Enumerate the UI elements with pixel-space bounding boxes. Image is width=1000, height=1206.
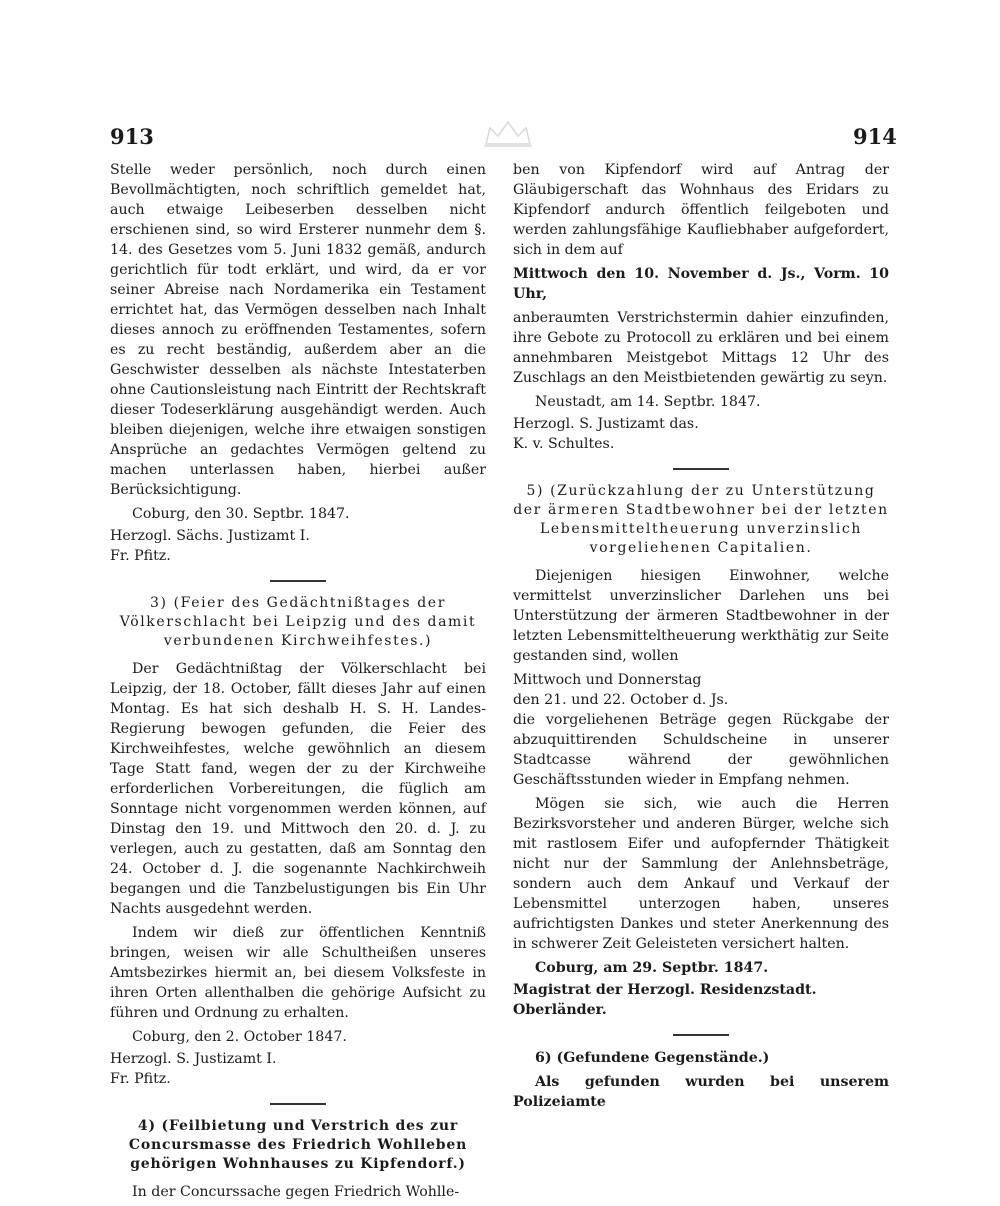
section-3-place-date: Coburg, den 2. October 1847.	[132, 1029, 347, 1045]
section-3-heading: 3) (Feier des Gedächtnißtages der Völkerschlacht bei Leipzig und des damit verbundenen Kirchweihfestes.)	[119, 595, 477, 649]
section-5-paragraph-2: die vorgeliehenen Beträge gegen Rückgabe der abzuquittirenden Schuldscheine in unserer Stadtcasse während der gewöhnlichen Geschäftsstunden wieder in Empfang nehmen.	[513, 712, 889, 788]
section-5-place-date: Coburg, am 29. Septbr. 1847.	[535, 960, 769, 976]
section-5-heading: 5) (Zurückzahlung der zu Unterstützung der ärmeren Stadtbewohner bei der letzten Lebensmitteltheuerung unverzinslich vorgeliehenen Capitalien.	[513, 483, 889, 556]
section-4-continuation: ben von Kipfendorf wird auf Antrag der Gläubigerschaft das Wohnhaus des Eridars zu Kipfendorf andurch öffentlich feilgeboten und werden zahlungsfähige Kaufliebhaber aufgefordert, sich in dem auf	[513, 162, 889, 258]
section-2-signature-name: Fr. Pfitz.	[110, 548, 171, 564]
section-4-signature-office: Herzogl. S. Justizamt das.	[513, 416, 699, 432]
section-divider	[673, 1034, 729, 1036]
section-4-auction-date: Mittwoch den 10. November d. Js., Vorm. 10 Uhr,	[513, 266, 889, 302]
section-3-paragraph-1: Der Gedächtnißtag der Völkerschlacht bei Leipzig, der 18. October, fällt dieses Jahr auf einen Montag. Es hat sich deshalb H. S. H. Landes-Regierung bewogen gefunden, die Feier des Kirchweihfestes, welche gewöhnlich an diesem Tage Statt fand, wegen der zu der Kirchweihe erforderlichen Vorbereitungen, die füglich am Sonntage nicht vorgenommen werden können, auf Dinstag den 19. und Mittwoch den 20. d. J. zu verlegen, auch zu gestatten, daß am Sonntag den 24. October d. J. die sogenannte Nachkirchweih begangen und die Tanzbelustigungen bis Ein Uhr Nachts ausgedehnt werden.	[110, 661, 486, 917]
section-5-paragraph-3: Mögen sie sich, wie auch die Herren Bezirksvorsteher und anderen Bürger, welche sich mit rastlosem Eifer und aufopfernder Thätigkeit nicht nur der Sammlung der Anlehnsbeträge, sondern auch dem Ankauf und Verkauf der Lebensmittel unterzogen haben, unseres aufrichtigsten Dankes und steter Anerkennung des in schwerer Zeit Geleisteten versichert halten.	[513, 796, 889, 952]
section-divider	[270, 1103, 326, 1105]
page-number-right: 914	[853, 124, 897, 149]
column-left	[110, 160, 486, 1206]
section-4-paragraph-1: In der Concurssache gegen Friedrich Wohlle-	[132, 1184, 460, 1200]
section-3-signature-office: Herzogl. S. Justizamt I.	[110, 1051, 277, 1067]
section-5-date-dates: den 21. und 22. October d. Js.	[513, 692, 729, 708]
section-4-signature-name: K. v. Schultes.	[513, 436, 615, 452]
section-4-place-date: Neustadt, am 14. Septbr. 1847.	[535, 394, 761, 410]
section-5-paragraph-1: Diejenigen hiesigen Einwohner, welche vermittelst unverzinslicher Darlehen uns bei Unterstützung der ärmeren Stadtbewohner in der letzten Lebensmitteltheuerung werkthätig zur Seite gestanden sind, wollen	[513, 568, 889, 664]
section-5-date-days: Mittwoch und Donnerstag	[513, 672, 702, 688]
section-5-signature-office: Magistrat der Herzogl. Residenzstadt.	[513, 982, 817, 998]
section-3-signature-name: Fr. Pfitz.	[110, 1071, 171, 1087]
section-6-heading: 6) (Gefundene Gegenstände.)	[535, 1050, 770, 1066]
crown-watermark-icon	[478, 118, 538, 148]
section-divider	[270, 580, 326, 582]
column-right	[513, 160, 889, 1116]
section-2-signature-office: Herzogl. Sächs. Justizamt I.	[110, 528, 310, 544]
section-2-place-date: Coburg, den 30. Septbr. 1847.	[132, 506, 350, 522]
section-4-continuation-2: anberaumten Verstrichstermin dahier einzufinden, ihre Gebote zu Protocoll zu erklären und bei einem annehmbaren Meistgebot Mittags 12 Uhr des Zuschlags an den Meistbietenden gewärtig zu seyn.	[513, 310, 889, 386]
section-2-body: Stelle weder persönlich, noch durch einen Bevollmächtigten, noch schriftlich gemeldet hat, auch etwaige Leibeserben desselben nicht erschienen sind, so wird Ersterer nunmehr dem §. 14. des Gesetzes vom 5. Juni 1832 gemäß, andurch gerichtlich für todt erklärt, und wird, da er vor seiner Abreise nach Nordamerika ein Testament errichtet hat, das Vermögen desselben nach Inhalt dieses annoch zu eröffnenden Testamentes, sofern es zu recht beständig, außerdem aber an die Geschwister desselben als nächste Intestaterben ohne Cautionsleistung nach Eintritt der Rechtskraft dieser Todeserklärung ausgehändigt werden. Auch bleiben diejenigen, welche ihre etwaigen sonstigen Ansprüche an gedachtes Vermögen geltend zu machen unterlassen haben, hierbei außer Berücksichtigung.	[110, 162, 486, 498]
section-divider	[673, 468, 729, 470]
section-4-heading: 4) (Feilbietung und Verstrich des zur Concursmasse des Friedrich Wohlleben gehörigen Wohnhauses zu Kipfendorf.)	[128, 1118, 468, 1172]
page-number-left: 913	[110, 124, 154, 149]
section-5-signature-name: Oberländer.	[513, 1002, 607, 1018]
section-3-paragraph-2: Indem wir dieß zur öffentlichen Kenntniß bringen, weisen wir alle Schultheißen unseres Amtsbezirkes hiermit an, bei diesem Volksfeste in ihren Orten allenthalben die gehörige Aufsicht zu führen und Ordnung zu erhalten.	[110, 925, 486, 1021]
section-6-paragraph-1: Als gefunden wurden bei unserem Polizeiamte	[513, 1074, 889, 1110]
